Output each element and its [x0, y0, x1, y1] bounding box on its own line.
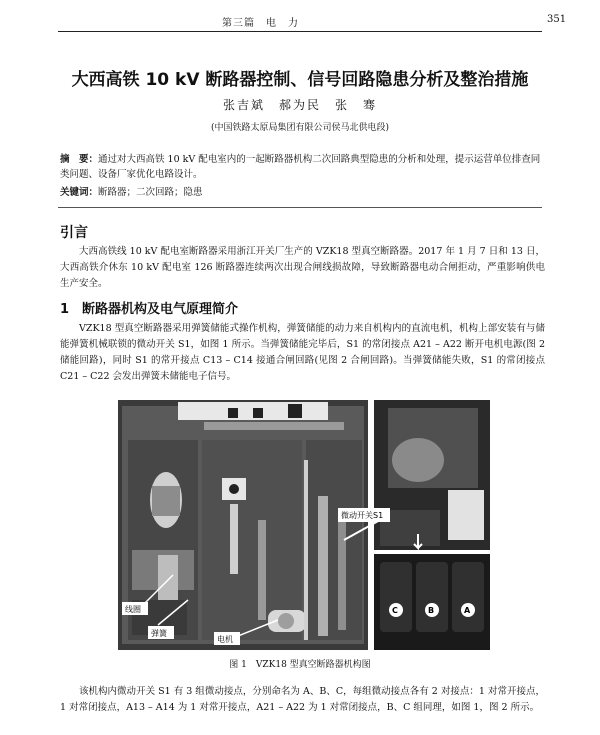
header-divider [58, 31, 542, 32]
section-title: 断路器机构及电气原理简介 [82, 302, 239, 317]
contact-label-b: B [428, 606, 435, 615]
keywords-label: 关键词： [60, 187, 99, 198]
label-motor: 电机 [217, 635, 233, 644]
keywords-text: 断路器；二次回路；隐患 [98, 187, 203, 198]
body-paragraph-3: 该机构内微动开关 S1 有 3 组微动接点，分别命名为 A、B、C，每组微动接点各有 2 对接点：1 对常开接点，1 对常闭接点，A13 – A14 为 1 对常开接点，A21 – A22 为 1 对常闭接点，B、C 组同理，如图 1，图 2 所示。 [60, 686, 545, 713]
abstract-text: 通过对大西高铁 10 kV 配电室内的一起断路器机构二次回路典型隐患的分析和处理，提示运营单位排查同类问题、设备厂家优化电路设计。 [60, 154, 541, 180]
authors: 张吉斌 郝为民 张 骞 [222, 98, 377, 112]
contacts-closeup-photo [374, 554, 490, 650]
label-spring: 弹簧 [151, 629, 167, 638]
section-1-paragraph: VZK18 型真空断路器采用弹簧储能式操作机构，弹簧储能的动力来自机构内的直流电机，机构上部安装有与储能弹簧机械联锁的微动开关 S1，如图 1 所示。当弹簧储能完毕后，S1 的常闭接点 A21 – A22 断开电机电源(图 2 储能回路)，同时 S1 的常开接点 C13 – C14 接通合闸回路(见图 2 合闸回路)。当弹簧储能失败，S1 的常闭接点 C21 – C22 会发出弹簧未储能电子信号。 [60, 323, 545, 382]
abstract-label: 摘 要： [60, 154, 99, 165]
running-header-section: 第三篇 电 力 [222, 18, 299, 29]
contact-label-a: A [464, 606, 471, 615]
section-number: 1 [60, 302, 70, 317]
label-micro-switch: 微动开关S1 [341, 511, 384, 520]
section-1-heading [60, 298, 238, 317]
intro-heading: 引言 [60, 225, 88, 241]
abstract-divider [58, 207, 542, 208]
label-coil: 线圈 [125, 605, 141, 614]
page-number: 351 [547, 14, 567, 25]
mechanism-photo-main [118, 400, 368, 650]
switch-detail-photo [374, 400, 490, 550]
contact-label-c: C [392, 606, 398, 615]
keywords [60, 184, 545, 198]
paper-title: 大西高铁 10 kV 断路器控制、信号回路隐患分析及整治措施 [71, 70, 529, 90]
abstract [60, 152, 545, 182]
figure-1-caption: 图 1 VZK18 型真空断路器机构图 [229, 660, 371, 670]
intro-paragraph: 大西高铁线 10 kV 配电室断路器采用浙江开关厂生产的 VZK18 型真空断路器。2017 年 1 月 7 日和 13 日，大西高铁介休东 10 kV 配电室 126 断路器连续两次出现合闸线损故障，导致断路器电动合闸拒动，严重影响供电生产安全。 [60, 246, 545, 289]
figure-1-photo [118, 400, 490, 650]
affiliation: (中国铁路太原局集团有限公司侯马北供电段) [210, 123, 390, 133]
